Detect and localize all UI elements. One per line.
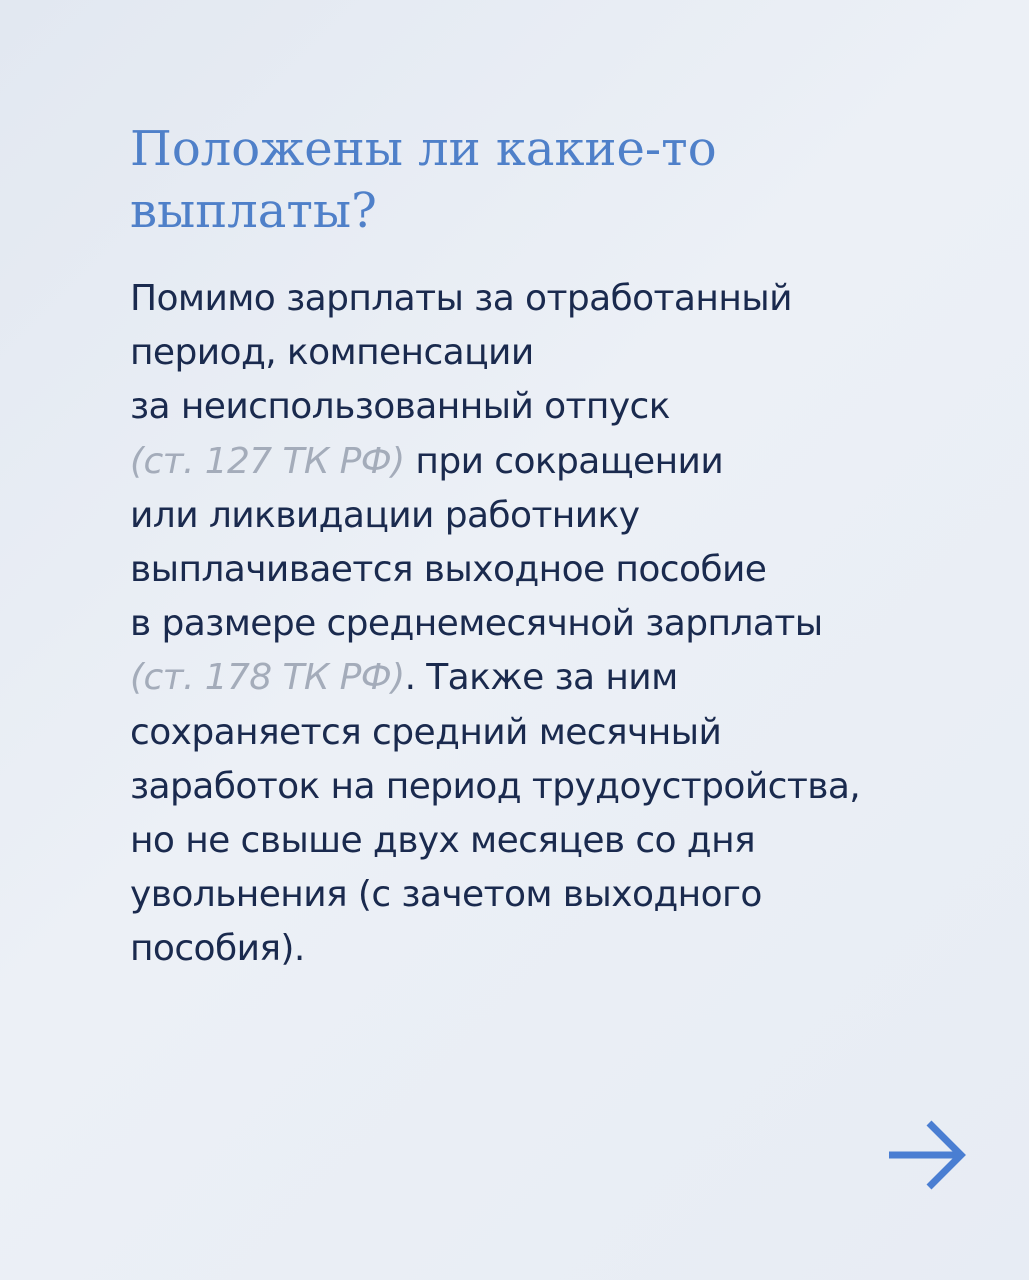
body-line: заработок на период трудоустройства,: [130, 765, 861, 807]
body-line: период, компенсации: [130, 332, 534, 374]
law-reference: (ст. 127 ТК РФ): [130, 440, 405, 482]
body-line: выплачивается выходное пособие: [130, 549, 767, 591]
card-title-line: выплаты?: [130, 183, 377, 239]
body-line: но не свыше двух месяцев со дня: [130, 820, 756, 862]
body-line: в размере среднемесячной зарплаты: [130, 603, 823, 645]
body-line-text: . Также за ним: [404, 657, 678, 699]
body-line: Помимо зарплаты за отработанный: [130, 278, 792, 319]
body-line: пособия).: [130, 928, 305, 970]
body-line: сохраняется средний месячный: [130, 711, 722, 753]
body-line: увольнения (с зачетом выходного: [130, 874, 762, 916]
next-slide-button[interactable]: [880, 1112, 970, 1198]
body-line: или ликвидации работнику: [130, 494, 640, 536]
body-line: [130, 435, 990, 489]
arrow-right-icon: [883, 1115, 967, 1195]
law-reference: (ст. 178 ТК РФ): [130, 657, 405, 699]
body-line: за неиспользованный отпуск: [130, 386, 670, 428]
card-title: [130, 118, 930, 242]
card-title-line: Положены ли какие-то: [130, 121, 717, 177]
card-body: [130, 272, 990, 977]
body-line-text: при сокращении: [404, 440, 724, 482]
body-line: [130, 651, 990, 705]
